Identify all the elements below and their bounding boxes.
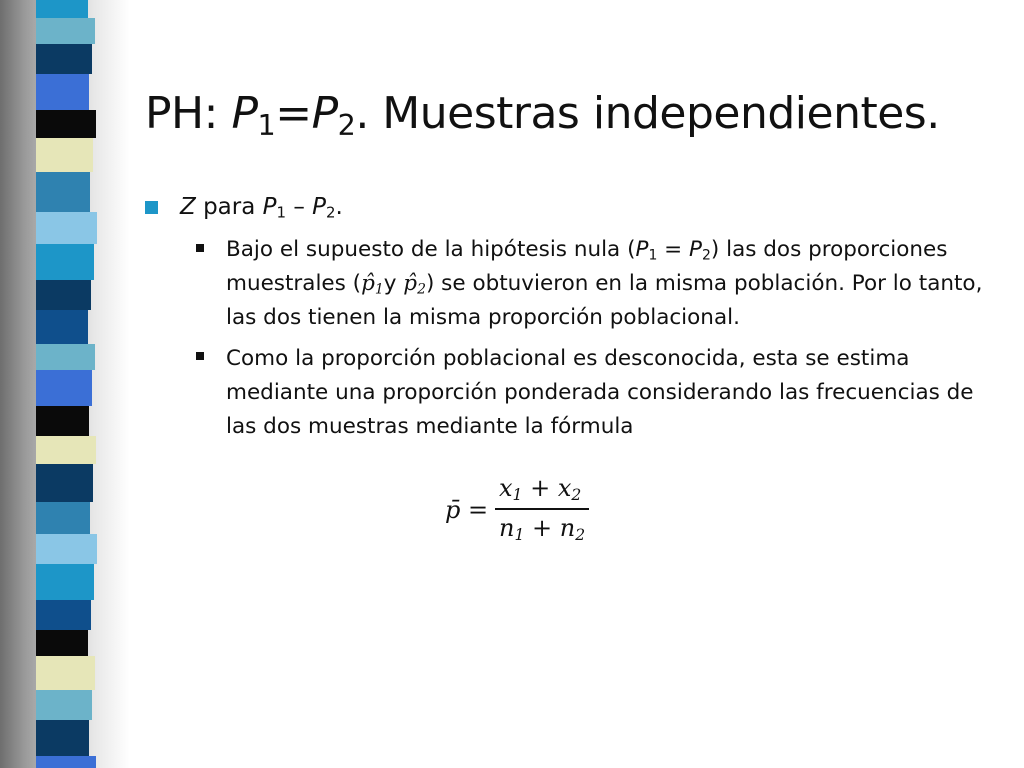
stripe-block — [36, 44, 92, 74]
stripe-block — [36, 244, 94, 280]
stripe-block — [36, 344, 95, 370]
stripe-block — [36, 310, 88, 344]
stripe-block — [36, 74, 89, 110]
stripe-block — [36, 370, 92, 406]
left-decor-stripe — [36, 0, 98, 768]
stripe-block — [36, 406, 89, 436]
sub-bullet-square-icon — [196, 352, 204, 360]
stripe-block — [36, 690, 92, 720]
stripe-block — [36, 212, 97, 244]
stripe-block — [36, 280, 91, 310]
fraction-bar — [495, 508, 589, 510]
bullet-square-icon — [145, 201, 158, 214]
stripe-block — [36, 720, 89, 756]
formula-lhs: p̄ = — [445, 496, 489, 524]
stripe-block — [36, 564, 94, 600]
sub-bullet-weighted-proportion: Como la proporción poblacional es desconocida, esta se estima mediante una proporción ponderada considerando las frecuencias de las dos muestras mediante la fórmula — [226, 346, 974, 439]
stripe-block — [36, 436, 96, 464]
stripe-block — [36, 600, 91, 630]
bullet-z-statistic: Z para $P_1 - P_2$. — [180, 194, 343, 222]
stripe-block — [36, 464, 93, 502]
stripe-block — [36, 138, 93, 172]
sub-bullet-null-hypothesis: Bajo el supuesto de la hipótesis nula $(P_1 = P_2)$ las dos proporciones muestrales ($p̂_1y$ $p̂_2$) se obtuvieron en la misma población. Por lo tanto, las dos tienen la misma proporción poblacional. — [226, 237, 983, 330]
stripe-block — [36, 534, 97, 564]
stripe-block — [36, 630, 88, 656]
formula-numerator: $x_1 + x_2$ — [499, 474, 582, 504]
stripe-block — [36, 502, 90, 534]
slide-title: PH: $P_1=P_2$. Muestras independientes. — [145, 88, 940, 143]
stripe-block — [36, 18, 95, 44]
stripe-block — [36, 172, 90, 212]
stripe-block — [36, 110, 96, 138]
formula-denominator: $n_1 + n_2$ — [499, 514, 586, 544]
sub-bullet-square-icon — [196, 244, 204, 252]
stripe-block — [36, 756, 96, 768]
stripe-block — [36, 0, 88, 18]
stripe-block — [36, 656, 95, 690]
